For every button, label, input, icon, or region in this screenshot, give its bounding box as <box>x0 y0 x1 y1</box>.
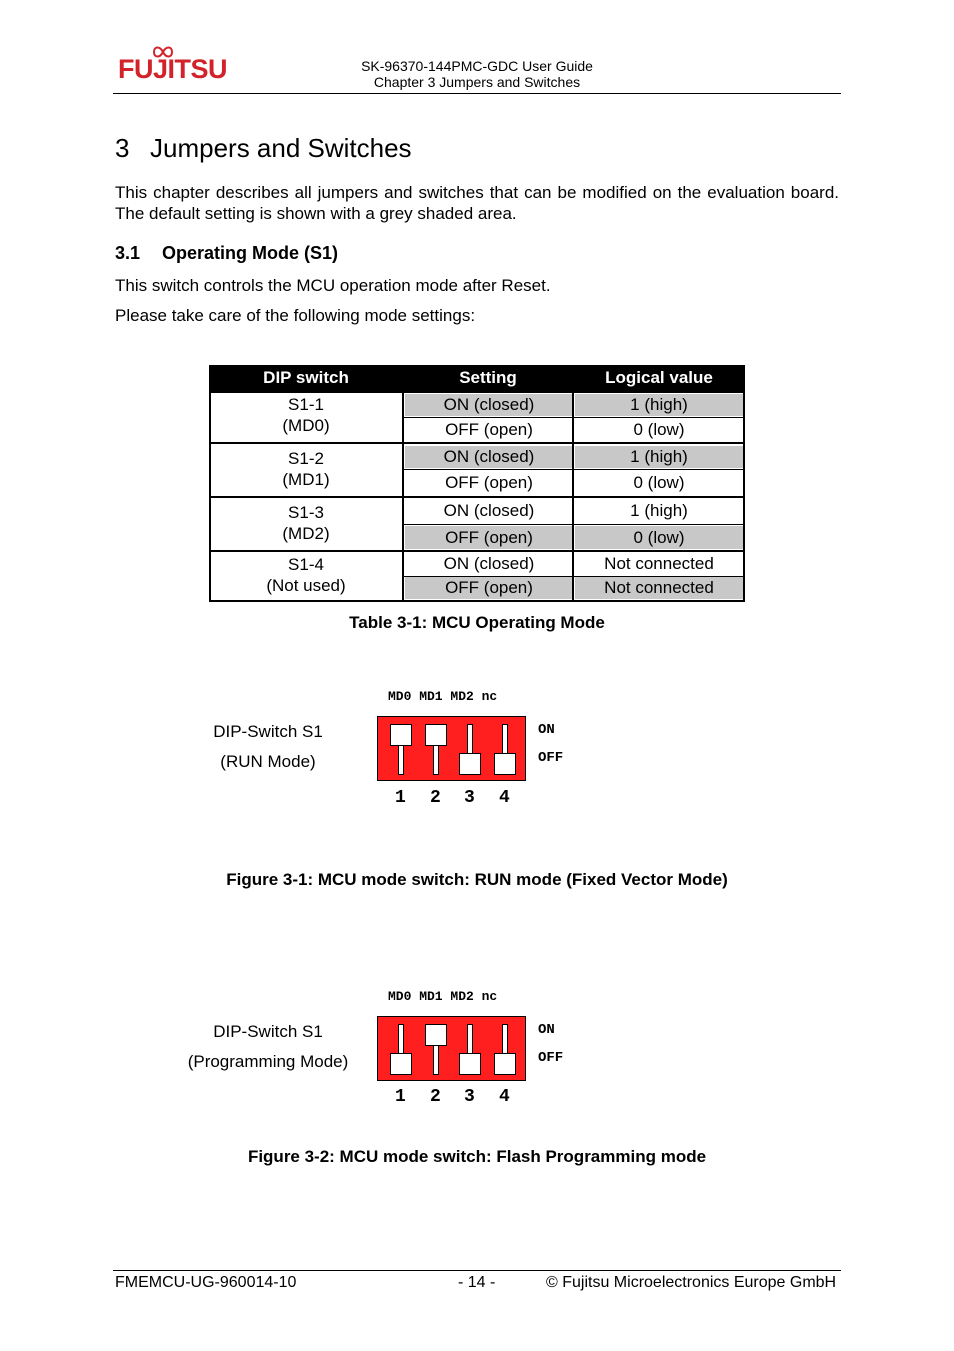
table-cell-value: 1 (high) <box>575 394 743 416</box>
figure2-off-label: OFF <box>538 1050 564 1066</box>
footer-copyright: © Fujitsu Microelectronics Europe GmbH <box>546 1274 837 1291</box>
figure1-switch-number-2: 2 <box>430 788 441 808</box>
table-cell-value: 0 (low) <box>575 526 743 549</box>
switch-knob <box>494 753 516 775</box>
switch-knob <box>425 1024 447 1046</box>
figure2-switch-number-2: 2 <box>430 1087 441 1107</box>
table-cell-value: 1 (high) <box>575 446 743 468</box>
table-border <box>209 600 745 602</box>
figure1-off-label: OFF <box>538 750 564 766</box>
footer-page-number: - 14 - <box>458 1274 496 1291</box>
table-border <box>403 469 745 470</box>
table-border <box>403 417 745 418</box>
footer-rule <box>113 1270 841 1271</box>
table-header-setting: Setting <box>403 365 573 391</box>
table-border <box>209 442 745 444</box>
table-border <box>403 576 745 577</box>
switch-knob <box>459 1053 481 1075</box>
table-row-s1-1-switch: S1-1 (MD0) <box>282 395 330 435</box>
table-row-s1-2-switch: S1-2 (MD1) <box>282 449 330 489</box>
figure2-switch-number-4: 4 <box>499 1087 510 1107</box>
switch-stem <box>398 1024 404 1054</box>
table-border <box>209 391 745 393</box>
figure2-switch-1-off <box>390 1024 412 1074</box>
table-header-dip-switch: DIP switch <box>209 365 403 391</box>
footer-doc-id: FMEMCU-UG-960014-10 <box>115 1274 297 1291</box>
figure1-switch-number-1: 1 <box>395 788 406 808</box>
table-row-s1-4-switch: S1-4 (Not used) <box>266 555 346 595</box>
figure2-switch-3-off <box>459 1024 481 1074</box>
figure2-pin-labels: MD0 MD1 MD2 nc <box>388 989 498 1004</box>
table-cell-setting: OFF (open) <box>405 526 573 549</box>
table-cell-value: 0 (low) <box>633 420 685 439</box>
figure2-switch-4-off <box>494 1024 516 1074</box>
section-text-1: This switch controls the MCU operation mode after Reset. <box>115 276 551 295</box>
table-cell-setting: ON (closed) <box>443 554 535 573</box>
table-cell-setting: OFF (open) <box>445 473 533 492</box>
table-cell-setting: ON (closed) <box>405 446 573 468</box>
switch-stem <box>467 1024 473 1054</box>
header-doc-title: SK-96370-144PMC-GDC User Guide <box>361 58 593 74</box>
table-border <box>209 550 745 552</box>
switch-knob <box>390 724 412 746</box>
switch-stem <box>398 745 404 775</box>
section-heading: 3.1 Operating Mode (S1) <box>115 243 339 263</box>
table-cell-value: Not connected <box>575 577 743 599</box>
figure1-label-line2: (RUN Mode) <box>220 752 316 771</box>
operating-mode-table <box>209 365 745 602</box>
switch-knob <box>390 1053 412 1075</box>
table-cell-setting: OFF (open) <box>445 420 533 439</box>
table-cell-value: 0 (low) <box>633 473 685 492</box>
figure2-switch-number-3: 3 <box>464 1087 475 1107</box>
switch-stem <box>502 724 508 754</box>
figure1-pin-labels: MD0 MD1 MD2 nc <box>388 689 498 704</box>
figure2-label-line2: (Programming Mode) <box>187 1052 349 1071</box>
switch-stem <box>467 724 473 754</box>
table-cell-setting: OFF (open) <box>405 577 573 599</box>
switch-stem <box>502 1024 508 1054</box>
figure2-label-line1: DIP-Switch S1 <box>213 1022 323 1041</box>
table-border <box>403 524 745 525</box>
figure1-switch-2-on <box>425 724 447 774</box>
fujitsu-logo <box>118 44 228 92</box>
table-border <box>209 365 211 602</box>
figure1-label-line1: DIP-Switch S1 <box>213 722 323 741</box>
table-border <box>743 365 745 602</box>
figure1-on-label: ON <box>538 722 555 738</box>
figure2-on-label: ON <box>538 1022 555 1038</box>
figure1-switch-number-3: 3 <box>464 788 475 808</box>
switch-stem <box>433 1045 439 1075</box>
intro-paragraph: This chapter describes all jumpers and switches that can be modified on the evaluation board. The default setting is shown with a grey shaded area. <box>115 183 839 223</box>
figure1-switch-number-4: 4 <box>499 788 510 808</box>
switch-stem <box>433 745 439 775</box>
figure2-dip-switch <box>377 1016 526 1081</box>
figure2-switch-2-on <box>425 1024 447 1074</box>
table-cell-setting: ON (closed) <box>443 501 535 520</box>
figure1-switch-4-off <box>494 724 516 774</box>
table-border <box>209 496 745 498</box>
figure2-switch-number-1: 1 <box>395 1087 406 1107</box>
header-chapter: Chapter 3 Jumpers and Switches <box>373 74 581 90</box>
section-text-2: Please take care of the following mode settings: <box>115 306 476 325</box>
table-row-s1-3-switch: S1-3 (MD2) <box>282 503 330 543</box>
table-cell-value: 1 (high) <box>630 501 688 520</box>
table-caption: Table 3-1: MCU Operating Mode <box>349 613 605 632</box>
figure1-caption: Figure 3-1: MCU mode switch: RUN mode (Fixed Vector Mode) <box>226 870 728 889</box>
chapter-heading: 3 Jumpers and Switches <box>115 133 412 163</box>
figure2-caption: Figure 3-2: MCU mode switch: Flash Programming mode <box>247 1147 707 1166</box>
figure1-dip-switch <box>377 716 526 781</box>
table-header-logical-value: Logical value <box>573 365 745 391</box>
logo-text: FUJITSU <box>118 54 228 84</box>
table-cell-setting: ON (closed) <box>405 394 573 416</box>
table-cell-value: Not connected <box>604 554 714 573</box>
switch-knob <box>425 724 447 746</box>
switch-knob <box>494 1053 516 1075</box>
figure1-switch-1-on <box>390 724 412 774</box>
figure1-switch-3-off <box>459 724 481 774</box>
switch-knob <box>459 753 481 775</box>
header-rule <box>113 93 841 94</box>
